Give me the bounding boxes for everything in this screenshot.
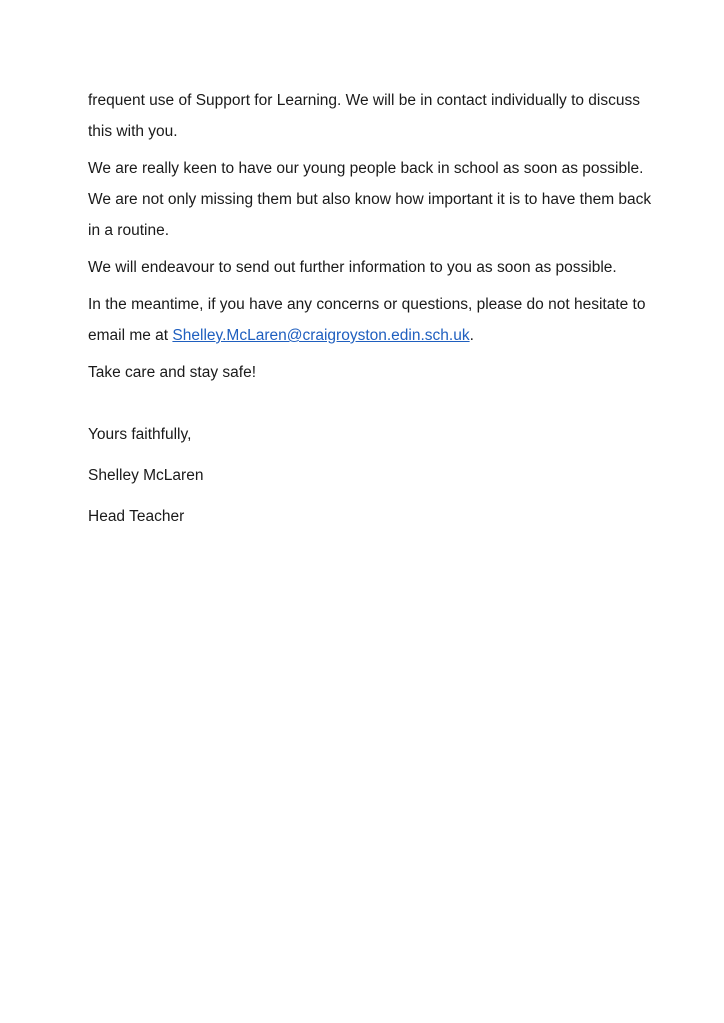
signatory-name: Shelley McLaren <box>88 467 204 484</box>
valediction: Yours faithfully, <box>88 426 192 443</box>
contact-period: . <box>469 327 474 344</box>
paragraph-support-for-learning: frequent use of Support for Learning. We will be in contact individually to discuss this with you. <box>88 92 640 140</box>
contact-text: In the meantime, if you have any concerns or questions, please do not hesitate to email me at <box>88 296 646 344</box>
letter-body <box>88 85 658 542</box>
signatory-title: Head Teacher <box>88 508 185 525</box>
paragraph-take-care: Take care and stay safe! <box>88 364 257 381</box>
email-link[interactable]: Shelley.McLaren@craigroyston.edin.sch.uk <box>172 327 470 344</box>
paragraph-back-in-school: We are really keen to have our young people back in school as soon as possible. We are not only missing them but also know how important it is to have them back in a routine. <box>88 160 652 239</box>
paragraph-further-information: We will endeavour to send out further information to you as soon as possible. <box>88 259 617 276</box>
spacer <box>88 394 658 419</box>
paragraph-contact <box>88 289 658 351</box>
